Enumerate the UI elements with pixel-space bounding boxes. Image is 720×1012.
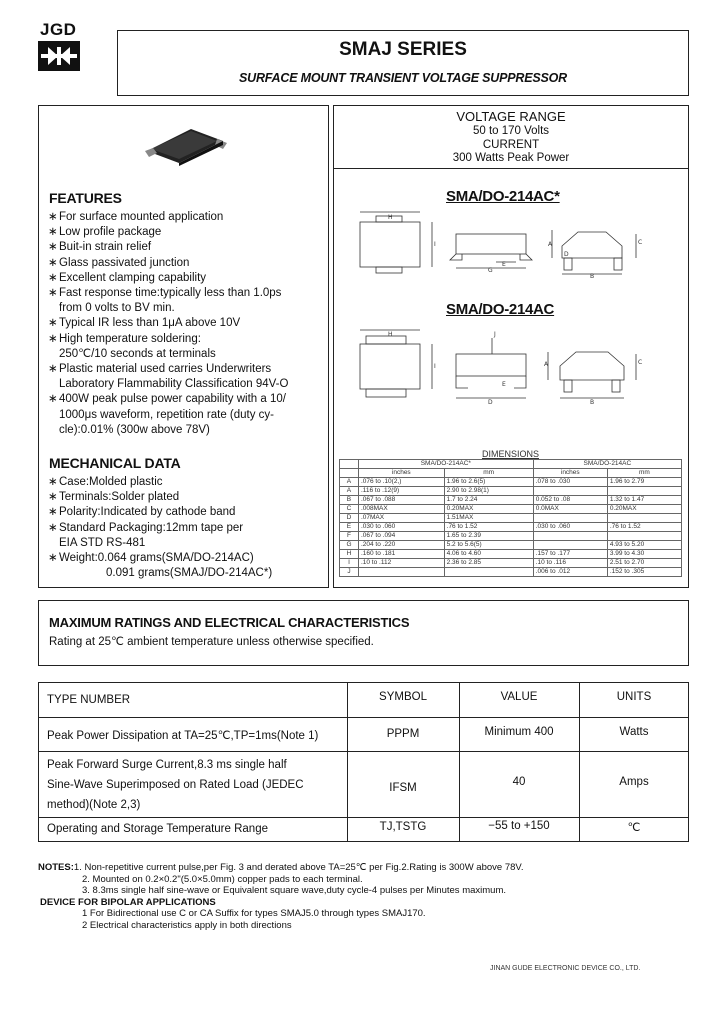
svg-text:C: C [638,359,643,366]
voltage-range-title: VOLTAGE RANGE [456,109,566,124]
list-item: 0.091 grams(SMAJ/DO-214AC*) [106,567,273,580]
list-item: ∗Case:Molded plastic [48,476,163,488]
surge-current-label-1: Peak Forward Surge Current,8.3 ms single half [47,759,287,771]
divider [39,717,688,718]
svg-text:G: G [488,267,493,274]
table-cell: J [340,568,359,577]
table-cell: 0.052 to .08 [533,496,607,505]
svg-text:E: E [502,261,506,268]
table-cell: .116 to .12(9) [358,487,444,496]
table-cell [607,487,681,496]
list-item: ∗Glass passivated junction [48,256,190,269]
table-cell: .078 to .030 [533,478,607,487]
table-cell: 1.7 to 2.24 [444,496,533,505]
table-cell: F [340,532,359,541]
table-cell [533,487,607,496]
table-cell: 0.0MAX [533,505,607,514]
table-cell [340,469,359,478]
table-cell: H [340,550,359,559]
table-row [340,559,682,568]
svg-text:I: I [434,241,436,248]
table-cell: 0.20MAX [444,505,533,514]
sma-package-image [143,121,233,166]
surge-current-symbol: IFSM [389,782,417,794]
table-cell [444,568,533,577]
table-cell: 1.65 to 2.39 [444,532,533,541]
page-title: SMAJ SERIES [339,39,467,60]
table-cell: 1.51MAX [444,514,533,523]
dimensions-table-wrap [339,449,682,577]
table-cell: .76 to 1.52 [444,523,533,532]
peak-power-value: Minimum 400 [484,726,554,738]
list-item: EIA STD RS-481 [59,536,146,549]
svg-text:A: A [544,361,549,368]
svg-text:H: H [388,214,393,221]
header-units: UNITS [616,691,652,703]
table-row [340,487,682,496]
current-title: CURRENT [482,139,540,151]
mechanical-list [48,475,272,581]
surge-current-value: 40 [512,776,526,788]
table-row [340,505,682,514]
dimensions-table [339,459,682,577]
table-cell: .006 to .012 [533,568,607,577]
table-header: inches [533,469,607,478]
list-item: ∗400W peak pulse power capability with a 10/ [48,393,286,406]
divider [39,751,688,752]
table-cell: 1.32 to 1.47 [607,496,681,505]
list-item: ∗Polarity:Indicated by cathode band [48,506,236,519]
notes-block [38,862,524,931]
table-row [340,568,682,577]
list-item: ∗Plastic material used carries Underwriters [48,363,272,376]
table-cell [533,514,607,523]
svg-text:C: C [638,239,643,246]
page-subtitle: SURFACE MOUNT TRANSIENT VOLTAGE SUPPRESSOR [239,71,567,85]
temperature-symbol: TJ,TSTG [379,821,427,833]
table-cell: A [340,487,359,496]
list-item: ∗Typical IR less than 1μA above 10V [48,317,241,330]
max-ratings-subheading: Rating at 25℃ ambient temperature unless otherwise specified. [49,636,374,648]
dimensions-title: DIMENSIONS [481,449,539,459]
list-item: ∗High temperature soldering: [48,332,201,345]
svg-text:E: E [502,381,506,388]
table-cell: G [340,541,359,550]
svg-text:D: D [564,251,569,258]
note-item: 1 For Bidirectional use C or CA Suffix for types SMAJ5.0 through types SMAJ170. [82,908,426,919]
table-cell: 2.36 to 2.85 [444,559,533,568]
table-cell: .10 to .112 [358,559,444,568]
table-header: SMA/DO-214AC* [358,460,533,469]
divider [334,168,688,169]
list-item: Laboratory Flammability Classification 94V-O [59,378,289,391]
note-item: 2 Electrical characteristics apply in both directions [82,919,292,931]
table-cell: .152 to .305 [607,568,681,577]
max-ratings-box [38,600,689,666]
package-outline-drawing-1 [352,210,652,280]
table-row [340,514,682,523]
list-item: ∗Terminals:Solder plated [48,491,180,504]
list-item: ∗Excellent clamping capability [48,271,207,284]
divider [39,817,688,818]
svg-text:H: H [388,331,393,338]
package-label-2: SMA/DO-214AC [446,301,555,318]
list-item: ∗Standard Packaging:12mm tape per [48,521,244,534]
table-cell [533,532,607,541]
peak-power-label: Peak Power Dissipation at TA=25℃,TP=1ms(Note 1) [47,730,319,742]
table-row [340,496,682,505]
features-heading: FEATURES [49,190,122,206]
table-cell: .157 to .177 [533,550,607,559]
table-header: SMA/DO-214AC [533,460,681,469]
temperature-unit: ℃ [627,822,641,834]
svg-text:D: D [488,399,493,406]
table-cell: .030 to .060 [358,523,444,532]
list-item: ∗Weight:0.064 grams(SMA/DO-214AC) [48,552,254,565]
table-cell: .10 to .116 [533,559,607,568]
dimensions-body [340,478,682,577]
list-item: from 0 volts to BV min. [59,302,175,315]
svg-text:B: B [590,273,595,280]
note-item: 2. Mounted on 0.2×0.2"(5.0×5.0mm) copper pads to each terminal. [82,873,363,885]
bipolar-heading: DEVICE FOR BIPOLAR APPLICATIONS [40,896,216,908]
max-ratings-heading: MAXIMUM RATINGS AND ELECTRICAL CHARACTERISTICS [49,615,410,630]
svg-text:B: B [590,399,595,406]
table-row [340,550,682,559]
temperature-value: −55 to +150 [488,820,550,832]
table-row [340,541,682,550]
package-label-1: SMA/DO-214AC* [446,188,560,205]
diode-logo-icon [38,41,80,71]
table-cell: E [340,523,359,532]
note-item: 3. 8.3ms single half sine-wave or Equivalent square wave,duty cycle-4 pulses per Minutes maximum. [82,885,506,896]
table-row [340,460,682,469]
list-item: ∗Fast response time:typically less than 1.0ps [48,287,282,300]
logo-text: JGD [40,20,77,39]
table-cell: C [340,505,359,514]
current-value: 300 Watts Peak Power [452,152,570,164]
table-cell: D [340,514,359,523]
table-cell: .030 to .060 [533,523,607,532]
table-cell: 1.96 to 2.79 [607,478,681,487]
mechanical-heading: MECHANICAL DATA [49,455,181,471]
package-box [333,105,689,588]
table-cell: .76 to 1.52 [607,523,681,532]
table-cell: I [340,559,359,568]
table-cell [533,541,607,550]
table-cell: 2.90 to 2.98(1) [444,487,533,496]
table-cell: 4.06 to 4.60 [444,550,533,559]
note-item: NOTES:1. Non-repetitive current pulse,per Fig. 3 and derated above TA=25℃ per Fig.2.Rating is 300W above 78V. [38,862,524,873]
notes-label: NOTES: [38,862,74,873]
table-cell: .07MAX [358,514,444,523]
table-header: mm [444,469,533,478]
table-cell: 4.93 to 5.20 [607,541,681,550]
peak-power-unit: Watts [619,726,649,738]
svg-text:J: J [494,331,496,338]
list-item: ∗For surface mounted application [48,211,224,223]
table-row [340,532,682,541]
package-outline-drawing-2 [352,324,652,406]
table-cell [607,532,681,541]
table-cell: .076 to .10(2,) [358,478,444,487]
svg-text:I: I [434,363,436,370]
header-box [117,30,689,96]
ratings-table [38,682,689,842]
surge-current-label-3: method)(Note 2,3) [47,799,141,811]
table-cell: B [340,496,359,505]
table-header: inches [358,469,444,478]
table-row [340,478,682,487]
table-cell: .008MAX [358,505,444,514]
table-cell: .204 to .220 [358,541,444,550]
table-cell: 5.2 to 5.6(5) [444,541,533,550]
list-item: 250℃/10 seconds at terminals [59,347,216,360]
table-cell: 3.99 to 4.30 [607,550,681,559]
surge-current-label-2: Sine-Wave Superimposed on Rated Load (JEDEC [47,779,304,791]
voltage-range-value: 50 to 170 Volts [472,125,550,137]
table-cell [607,514,681,523]
peak-power-symbol: PPPM [386,728,420,740]
header-value: VALUE [500,691,538,703]
table-cell: 0.20MAX [607,505,681,514]
table-cell [358,568,444,577]
svg-text:A: A [548,241,553,248]
header-type-number: TYPE NUMBER [47,694,131,706]
table-header: mm [607,469,681,478]
table-cell: .160 to .181 [358,550,444,559]
table-row [340,523,682,532]
surge-current-unit: Amps [619,776,649,788]
table-cell [340,460,359,469]
list-item: 1000μs waveform, repetition rate (duty cy- [59,408,274,421]
logo-mark [38,41,80,71]
table-row [340,469,682,478]
list-item: cle):0.01% (300w above 78V) [59,423,210,436]
temperature-label: Operating and Storage Temperature Range [47,823,268,835]
table-cell: .067 to .088 [358,496,444,505]
features-box [38,105,329,588]
table-cell: A [340,478,359,487]
table-cell: .067 to .094 [358,532,444,541]
list-item: ∗Buit-in strain relief [48,241,152,254]
list-item: ∗Low profile package [48,226,162,239]
footer-company: JINAN GUDE ELECTRONIC DEVICE CO., LTD. [490,965,641,972]
header-symbol: SYMBOL [379,691,427,703]
features-list [48,210,288,438]
table-cell: 1.96 to 2.6(5) [444,478,533,487]
table-cell: 2.51 to 2.70 [607,559,681,568]
